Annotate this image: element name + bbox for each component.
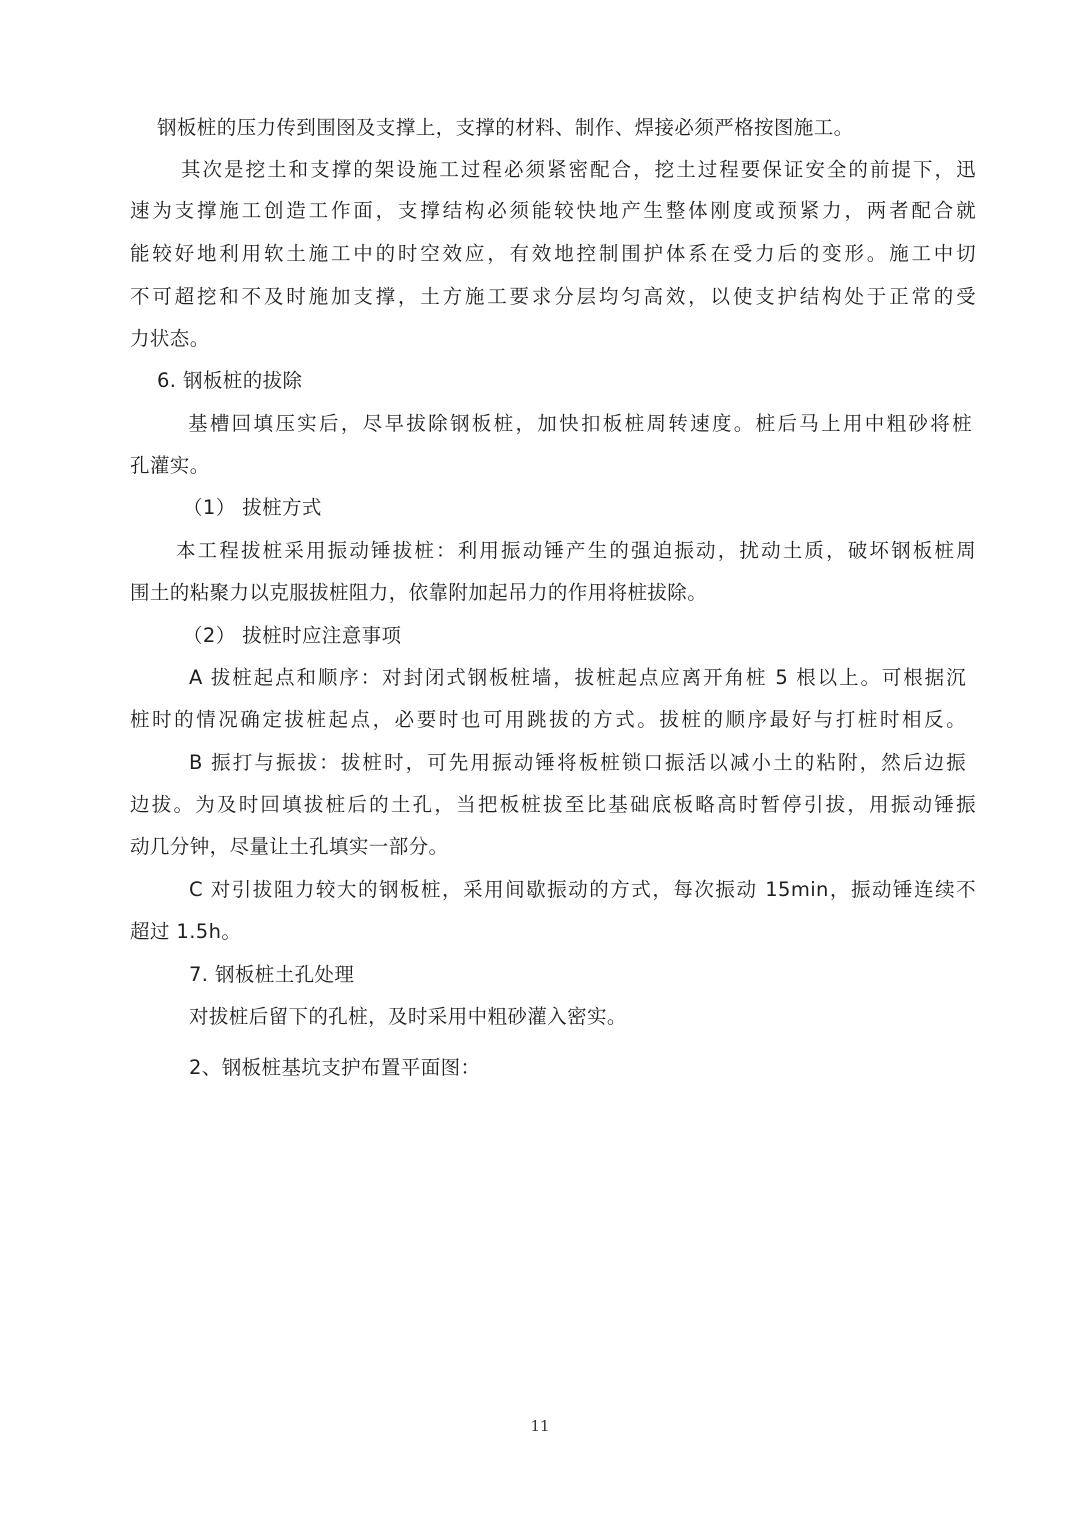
paragraph-line: 围土的粘聚力以克服拔桩阻力，依靠附加起吊力的作用将桩拔除。 (130, 581, 708, 604)
paragraph-line: 不可超挖和不及时施加支撑，土方施工要求分层均匀高效，以使支护结构处于正常的受 (130, 285, 976, 308)
paragraph-line: 钢板桩的压力传到围囹及支撑上，支撑的材料、制作、焊接必须严格按图施工。 (157, 116, 854, 139)
subsection-heading: （2） 拔桩时应注意事项 (183, 624, 402, 647)
page-number: 11 (530, 1417, 550, 1435)
paragraph-line: 边拔。为及时回填拔桩后的土孔，当把板桩拔至比基础底板略高时暂停引拔，用振动锤振 (130, 793, 976, 816)
paragraph-line: 速为支撑施工创造工作面，支撑结构必须能较快地产生整体刚度或预紧力，两者配合就 (130, 199, 976, 222)
section-heading: 6. 钢板桩的拔除 (157, 369, 303, 392)
subsection-heading: （1） 拔桩方式 (183, 496, 322, 519)
paragraph-line: 本工程拔桩采用振动锤拔桩：利用振动锤产生的强迫振动，扰动土质，破坏钢板桩周 (176, 539, 976, 562)
paragraph-line: C 对引拔阻力较大的钢板桩，采用间歇振动的方式，每次振动 15min，振动锤连续不 (189, 878, 976, 901)
paragraph-line: 超过 1.5h。 (130, 920, 242, 943)
section-heading: 2、钢板桩基坑支护布置平面图： (189, 1056, 481, 1079)
section-heading: 7. 钢板桩土孔处理 (189, 963, 355, 986)
paragraph-line: 对拔桩后留下的孔桩，及时采用中粗砂灌入密实。 (189, 1005, 627, 1028)
paragraph-line: 力状态。 (130, 327, 210, 350)
paragraph-line: 动几分钟，尽量让土孔填实一部分。 (130, 835, 449, 858)
paragraph-line: 桩时的情况确定拔桩起点，必要时也可用跳拔的方式。拔桩的顺序最好与打桩时相反。 (130, 708, 966, 731)
paragraph-line: 孔灌实。 (130, 454, 210, 477)
paragraph-line: A 拔桩起点和顺序：对封闭式钢板桩墙，拔桩起点应离开角桩 5 根以上。可根据沉 (189, 666, 966, 689)
paragraph-line: 其次是挖土和支撑的架设施工过程必须紧密配合，挖土过程要保证安全的前提下，迅 (181, 158, 976, 181)
paragraph-line: 基槽回填压实后，尽早拔除钢板桩，加快扣板桩周转速度。桩后马上用中粗砂将桩 (188, 412, 972, 435)
paragraph-line: 能较好地利用软土施工中的时空效应，有效地控制围护体系在受力后的变形。施工中切 (130, 242, 976, 265)
paragraph-line: B 振打与振拔：拔桩时，可先用振动锤将板桩锁口振活以减小土的粘附，然后边振 (189, 751, 966, 774)
